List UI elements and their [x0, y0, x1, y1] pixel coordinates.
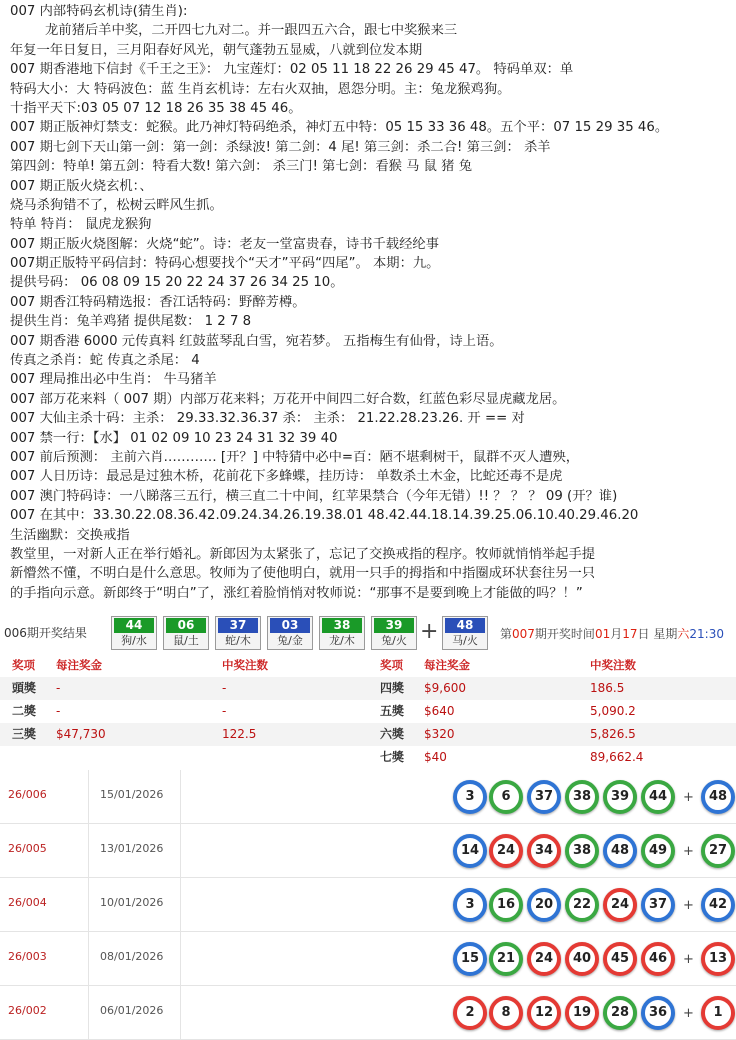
- text-line: 007 期正版火烧图解：火烧“蛇”。诗：老友一堂富贵春，诗书千载经纶事: [10, 236, 439, 252]
- history-ball: 49: [641, 834, 675, 868]
- history-date: 08/01/2026: [100, 950, 164, 963]
- text-line: 007 前后预测： 主前六肖………… [开？] 中特猜中必中=百：陋不堪剩树干，鼠群不灭人遭殃，: [10, 449, 580, 465]
- history-ball: 24: [527, 942, 561, 976]
- history-ball: 14: [453, 834, 487, 868]
- history-ball: 3: [453, 888, 487, 922]
- history-special-ball: 13: [701, 942, 735, 976]
- text-line: 007 内部特码玄机诗(猜生肖):: [10, 4, 188, 19]
- draw-ball: [267, 616, 313, 650]
- draw-ball-number: 44: [114, 618, 154, 633]
- special-ball: [442, 616, 488, 650]
- next-draw-mid: 期开奖时间: [534, 627, 595, 641]
- text-line: 的手指向示意。新郎终于“明白”了，涨红着脸悄悄对牧师说：“那事不是要到晚上才能做的吗？！”: [10, 585, 583, 601]
- history-ball: 46: [641, 942, 675, 976]
- draw-ball: [163, 616, 209, 650]
- prize-header-left: [0, 654, 368, 677]
- prize-header-cell: 中奖注数: [222, 658, 268, 672]
- history-special-ball: 1: [701, 996, 735, 1030]
- history-ball: 36: [641, 996, 675, 1030]
- draw-ball-zodiac: 狗/水: [121, 634, 147, 647]
- text-line: 007 期香港地下信封《千王之王》： 九宝莲灯：02 05 11 18 22 26 29 45 47。 特码单双：单: [10, 62, 574, 78]
- draw-ball-number: 38: [322, 618, 362, 633]
- history-ball: 16: [489, 888, 523, 922]
- text-line: 007 期正版火烧玄机：、: [10, 178, 153, 194]
- history-issue: 26/006: [8, 788, 47, 801]
- history-date: 13/01/2026: [100, 842, 164, 855]
- text-line: 007 人日历诗：最忌是过独木桥，花前花下多蜂蝶，挂历诗： 单数杀土木金，比蛇还毒不是虎: [10, 469, 563, 485]
- history-row: [0, 824, 736, 878]
- history-ball: 45: [603, 942, 637, 976]
- text-line: 007 期七剑下天山第一剑：第一剑：杀绿波! 第二剑：4 尾! 第三剑：杀二合! 第三剑： 杀羊: [10, 139, 551, 155]
- history-ball: 15: [453, 942, 487, 976]
- prize-count: -: [222, 704, 227, 718]
- text-line: 第四剑：特单! 第五剑：特看大数! 第六剑： 杀三门! 第七剑：看猴 马 鼠 猪 兔: [10, 159, 473, 175]
- text-line: 十指平天下:03 05 07 12 18 26 35 38 45 46。: [10, 100, 302, 116]
- prize-count: 122.5: [222, 727, 257, 741]
- plus-icon: +: [683, 898, 694, 913]
- next-draw-weekday: 六: [677, 627, 690, 641]
- history-row: [0, 770, 736, 824]
- history-ball: 12: [527, 996, 561, 1030]
- prize-count: 186.5: [590, 681, 625, 695]
- history-special-ball: 48: [701, 780, 735, 814]
- prize-row: [0, 700, 368, 723]
- prize-header-cell: 中奖注数: [590, 658, 636, 672]
- next-draw-prefix: 第: [500, 627, 513, 641]
- next-draw-issue: 007: [512, 627, 535, 641]
- text-line: 教堂里，一对新人正在举行婚礼。新郎因为太紧张了，忘记了交换戒指的程序。牧师就悄悄举起手提: [10, 546, 596, 562]
- prize-row: [0, 723, 368, 746]
- text-line: 年复一年日复日，三月阳春好风光，朝气蓬勃五显威，八就到位发本期: [10, 42, 423, 58]
- history-ball: 28: [603, 996, 637, 1030]
- draw-ball-zodiac: 蛇/木: [225, 634, 251, 647]
- history-date: 06/01/2026: [100, 1004, 164, 1017]
- history-ball: 38: [565, 780, 599, 814]
- draw-ball-zodiac: 兔/火: [381, 634, 407, 647]
- draw-ball-number: 03: [270, 618, 310, 633]
- history-date: 10/01/2026: [100, 896, 164, 909]
- history-special-ball: 42: [701, 888, 735, 922]
- text-line: 特单 特肖： 鼠虎龙猴狗: [10, 217, 152, 233]
- plus-icon: +: [683, 844, 694, 859]
- prize-count: 5,826.5: [590, 727, 636, 741]
- history-ball: 37: [641, 888, 675, 922]
- prize-row: [368, 723, 736, 746]
- history-ball: 34: [527, 834, 561, 868]
- prize-count: -: [222, 681, 227, 695]
- prize-name: 四獎: [380, 681, 405, 695]
- history-issue: 26/002: [8, 1004, 47, 1017]
- text-line: 007 期香江特码精选报：香江话特码：野醉芳樽。: [10, 294, 306, 310]
- text-line: 生活幽默：交换戒指: [10, 527, 130, 543]
- history-issue: 26/004: [8, 896, 47, 909]
- next-draw-day: 17: [622, 627, 638, 641]
- history-ball: 20: [527, 888, 561, 922]
- text-line: 007 期正版神灯禁支：蛇猴。此乃神灯特码绝杀，神灯五中特：05 15 33 36 48。五个平：07 15 29 35 46。: [10, 120, 669, 136]
- prize-name: 六獎: [380, 727, 405, 741]
- plus-icon: +: [683, 790, 694, 805]
- next-draw-month-unit: 月: [610, 627, 623, 641]
- text-line: 提供号码： 06 08 09 15 20 22 24 37 26 34 25 10。: [10, 275, 344, 291]
- prize-count: 89,662.4: [590, 750, 644, 764]
- prize-name: 頭獎: [12, 681, 37, 695]
- text-line: 007 部万花来料（ 007 期）内部万花来料；万花开中间四二好合数，红蓝色彩尽显虎藏龙居。: [10, 391, 566, 407]
- text-line: 特码大小：大 特码波色：蓝 生肖玄机诗：左右火双抽，恩怨分明。主：兔龙猴鸡狗。: [10, 81, 511, 97]
- prize-header-cell: 每注奖金: [56, 658, 102, 672]
- draw-ball-number: 37: [218, 618, 258, 633]
- draw-ball: [111, 616, 157, 650]
- history-ball: 38: [565, 834, 599, 868]
- text-line: 007期正版特平码信封：特码心想要找个“天才”平码“四尾”。 本期：九。: [10, 256, 440, 272]
- history-ball: 2: [453, 996, 487, 1030]
- text-line: 007 禁一行：【水】 01 02 09 10 23 24 31 32 39 40: [10, 430, 338, 446]
- text-line: 007 期香港 6000 元传真料 红鼓蓝琴乱白雪，宛若梦。 五指梅生有仙骨，诗上语。: [10, 333, 503, 349]
- text-line: 新懵然不懂，不明白是什么意思。牧师为了使他明白，就用一只手的拇指和中指圈成环状套往另一只: [10, 566, 596, 582]
- prediction-text-block: [10, 2, 732, 603]
- draw-result-label: 006期开奖结果: [4, 626, 87, 640]
- draw-ball: [215, 616, 261, 650]
- prize-row: [368, 700, 736, 723]
- history-ball: 37: [527, 780, 561, 814]
- history-ball: 44: [641, 780, 675, 814]
- plus-icon: +: [683, 1006, 694, 1021]
- plus-icon: +: [683, 952, 694, 967]
- prize-row: [368, 746, 736, 769]
- history-issue: 26/003: [8, 950, 47, 963]
- text-line: 龙前猪后羊中奖，二开四七九对二。并一跟四五六合，跟七中奖猴来三: [45, 23, 458, 39]
- text-line: 提供生肖：兔羊鸡猪 提供尾数： 1 2 7 8: [10, 314, 252, 330]
- prize-table: [0, 654, 736, 770]
- prize-name: 七獎: [380, 750, 405, 764]
- prize-count: 5,090.2: [590, 704, 636, 718]
- prize-header-cell: 每注奖金: [424, 658, 470, 672]
- history-ball: 24: [603, 888, 637, 922]
- prize-amount: $640: [424, 704, 455, 718]
- prize-header-right: [368, 654, 736, 677]
- prize-row: [0, 677, 368, 700]
- history-ball: 48: [603, 834, 637, 868]
- draw-ball: [371, 616, 417, 650]
- draw-ball-number: 39: [374, 618, 414, 633]
- text-line: 007 理局推出必中生肖： 牛马猪羊: [10, 372, 217, 388]
- plus-icon: +: [420, 619, 439, 644]
- text-line: 传真之杀肖：蛇 传真之杀尾： 4: [10, 353, 200, 369]
- prize-amount: -: [56, 681, 61, 695]
- special-ball-zodiac: 马/火: [452, 634, 478, 647]
- next-draw-month: 01: [594, 627, 611, 641]
- prize-name: 二獎: [12, 704, 37, 718]
- next-draw-day-unit: 日: [637, 627, 650, 641]
- text-line: 007 在其中：33.30.22.08.36.42.09.24.34.26.19.38.01 48.42.44.18.14.39.25.06.10.40.29.46.20: [10, 508, 639, 524]
- prize-amount: -: [56, 704, 61, 718]
- history-special-ball: 27: [701, 834, 735, 868]
- prize-name: 五獎: [380, 704, 405, 718]
- history-ball: 3: [453, 780, 487, 814]
- history-row: [0, 986, 736, 1040]
- prize-row: [368, 677, 736, 700]
- history-ball: 8: [489, 996, 523, 1030]
- prize-header-cell: 奖项: [12, 658, 35, 672]
- next-draw-time: [500, 625, 724, 642]
- draw-result-bar: [0, 614, 736, 652]
- prize-amount: $320: [424, 727, 455, 741]
- draw-ball-zodiac: 兔/金: [277, 634, 303, 647]
- history-ball: 39: [603, 780, 637, 814]
- history-ball: 40: [565, 942, 599, 976]
- next-draw-weekday-label: 星期: [653, 627, 678, 641]
- history-ball: 21: [489, 942, 523, 976]
- text-line: 007 澳门特码诗：一八睇落三五行，横三直二十中间，红苹果禁合（今年无错）!! ？ ？ ？ 09 (开？谁): [10, 488, 618, 504]
- text-line: 007 大仙主杀十码：主杀： 29.33.32.36.37 杀： 主杀： 21.22.28.23.26. 开 == 对: [10, 411, 525, 427]
- next-draw-time-value: 21:30: [689, 627, 724, 641]
- special-ball-number: 48: [445, 618, 485, 633]
- draw-ball-zodiac: 龙/木: [329, 634, 355, 647]
- history-ball: 22: [565, 888, 599, 922]
- history-row: [0, 878, 736, 932]
- history-ball: 19: [565, 996, 599, 1030]
- history-issue: 26/005: [8, 842, 47, 855]
- prize-header-cell: 奖项: [380, 658, 403, 672]
- prize-amount: $47,730: [56, 727, 106, 741]
- history-ball: 24: [489, 834, 523, 868]
- history-date: 15/01/2026: [100, 788, 164, 801]
- prize-amount: $40: [424, 750, 447, 764]
- prize-name: 三獎: [12, 727, 37, 741]
- draw-ball: [319, 616, 365, 650]
- prize-amount: $9,600: [424, 681, 466, 695]
- text-line: 烧马杀狗错不了，松树云畔风生抓。: [10, 197, 223, 213]
- draw-ball-number: 06: [166, 618, 206, 633]
- history-ball: 6: [489, 780, 523, 814]
- draw-ball-zodiac: 鼠/土: [173, 634, 199, 647]
- history-row: [0, 932, 736, 986]
